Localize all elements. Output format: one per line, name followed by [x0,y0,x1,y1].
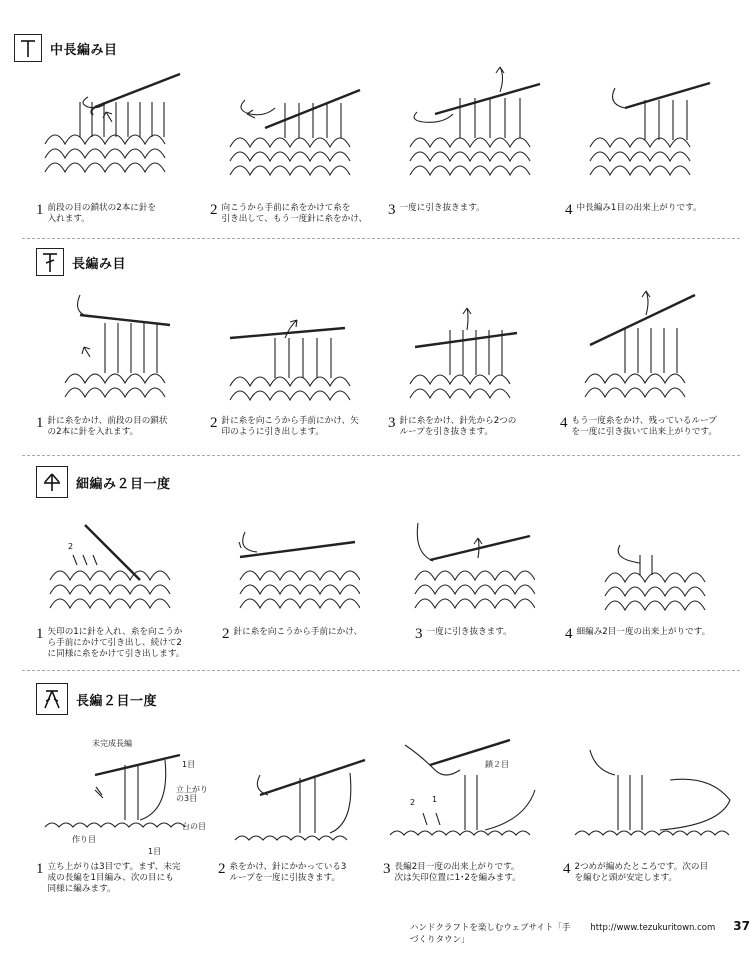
step-number: 2 [222,626,230,642]
step-illustration-1 [60,285,190,410]
step-illustration-1 [40,62,190,192]
step-caption [210,416,390,438]
step-number: 4 [565,626,573,642]
step-text: 針に糸を向こうから手前にかけ、 [233,627,363,637]
section-divider [22,238,740,239]
foundation-label: 作り目 [72,835,96,844]
step-text: 前段の目の鎖状の2本に針を 入れます。 [47,203,157,224]
step-text: 細編み2目一度の出来上がりです。 [576,627,711,637]
step-text: 一度に引き抜きます。 [426,627,512,637]
step-illustration-3 [385,735,545,845]
step-text: 一度に引き抜きます。 [399,203,485,213]
section-title: 長編み目 [72,256,127,272]
step-text: 中長編み1目の出来上がりです。 [576,203,702,213]
footer-site-name: ハンドクラフトを楽しむウェブサイト「手づくりタウン」 [410,923,571,945]
arrow-label: 2 [68,542,74,551]
step-caption [415,627,565,641]
section-header-sc2tog [36,466,171,498]
half-double-crochet-symbol-icon [14,34,42,62]
step-text: 糸をかけ、針にかかっている3 ループを一度に引抜きます。 [229,862,347,883]
section-header-dc2tog [36,683,157,715]
step-caption [36,203,211,225]
step-number: 1 [36,861,44,877]
step-caption [560,416,748,438]
step-illustration-4 [600,535,715,623]
dc2tog-symbol-icon [36,683,68,715]
step-caption [388,203,558,217]
step-number: 2 [210,415,218,431]
section-header-double [36,248,126,276]
step-text: もう一度糸をかけ、残っているループ を一度に引き抜いて出来上がりです。 [571,416,717,437]
sc2tog-symbol-icon [36,466,68,498]
step-caption [388,416,558,438]
section-title: 長編２目一度 [76,693,158,709]
step-illustration-2 [225,318,355,413]
step-caption [565,203,745,217]
step-caption [222,627,397,641]
step-illustration-3 [410,518,535,622]
step-number: 2 [218,861,226,877]
step-number: 3 [383,861,391,877]
step-number: 1 [36,202,44,218]
step-caption [36,862,216,895]
section-title: 中長編み目 [50,42,118,58]
step-illustration-3 [405,305,525,410]
section-divider [22,455,740,456]
section-divider [22,670,740,671]
one-stitch-label: 1目 [182,760,196,769]
step-number: 3 [388,202,396,218]
step-illustration-4 [570,740,735,850]
page-footer [410,919,750,945]
step-text: 2つめが編めたところです。次の目 を編むと頭が安定します。 [574,862,709,883]
step-illustration-2 [230,745,375,855]
step-illustration-3 [405,62,545,190]
chain-two-label: 鎖２目 [485,760,509,769]
step-number: 1 [36,626,44,642]
step-text: 矢印の1に針を入れ、糸を向こうか ら手前にかけて引き出し、続けて2 に同様に糸をかけて引き出します。 [47,627,185,659]
step-caption [565,627,748,641]
step-caption [563,862,748,884]
step-caption [210,203,390,225]
step-caption [218,862,388,884]
step-caption [36,627,216,660]
step-text: 向こうから手前に糸をかけて糸を 引き出して、もう一度針に糸をかけ、 [221,203,368,224]
step-number: 3 [388,415,396,431]
step-caption [383,862,563,884]
step-text: 長編2目一度の出来上がりです。 次は矢印位置に1･2を編みます。 [394,862,521,883]
arrow-label-two: 2 [410,798,416,807]
bottom-one-stitch-label: 1目 [148,847,162,856]
step-illustration-4 [585,68,715,190]
step-illustration-1 [45,520,175,620]
turning-chain-label: 立上がり の3目 [176,785,208,803]
step-text: 針に糸を向こうから手前にかけ、矢 印のように引き出します。 [221,416,359,437]
step-number: 4 [560,415,568,431]
step-illustration-2 [225,70,365,190]
section-header-half-double [14,34,118,62]
section-title: 細編み２目一度 [76,476,171,492]
step-text: 針に糸をかけ、前段の目の鎖状 の2本に針を入れます。 [47,416,168,437]
step-number: 4 [565,202,573,218]
step-number: 2 [210,202,218,218]
page-number: 37 [733,919,750,933]
step-text: 立ち上がりは3目です。まず、未完 成の長編を1目編み、次の目にも 同様に編みます。 [47,862,181,894]
step-number: 3 [415,626,423,642]
step-text: 針に糸をかけ、針先から2つの ループを引き抜きます。 [399,416,517,437]
step-illustration-2 [235,522,360,622]
base-stitch-label: 台の目 [182,822,206,831]
step-number: 1 [36,415,44,431]
unfinished-dc-label: 未完成長編 [92,739,132,748]
step-number: 4 [563,861,571,877]
arrow-label-one: 1 [432,795,438,804]
step-caption [36,416,211,438]
step-illustration-4 [580,285,710,410]
double-crochet-symbol-icon [36,248,64,276]
footer-url[interactable]: http://www.tezukuritown.com [590,923,716,933]
